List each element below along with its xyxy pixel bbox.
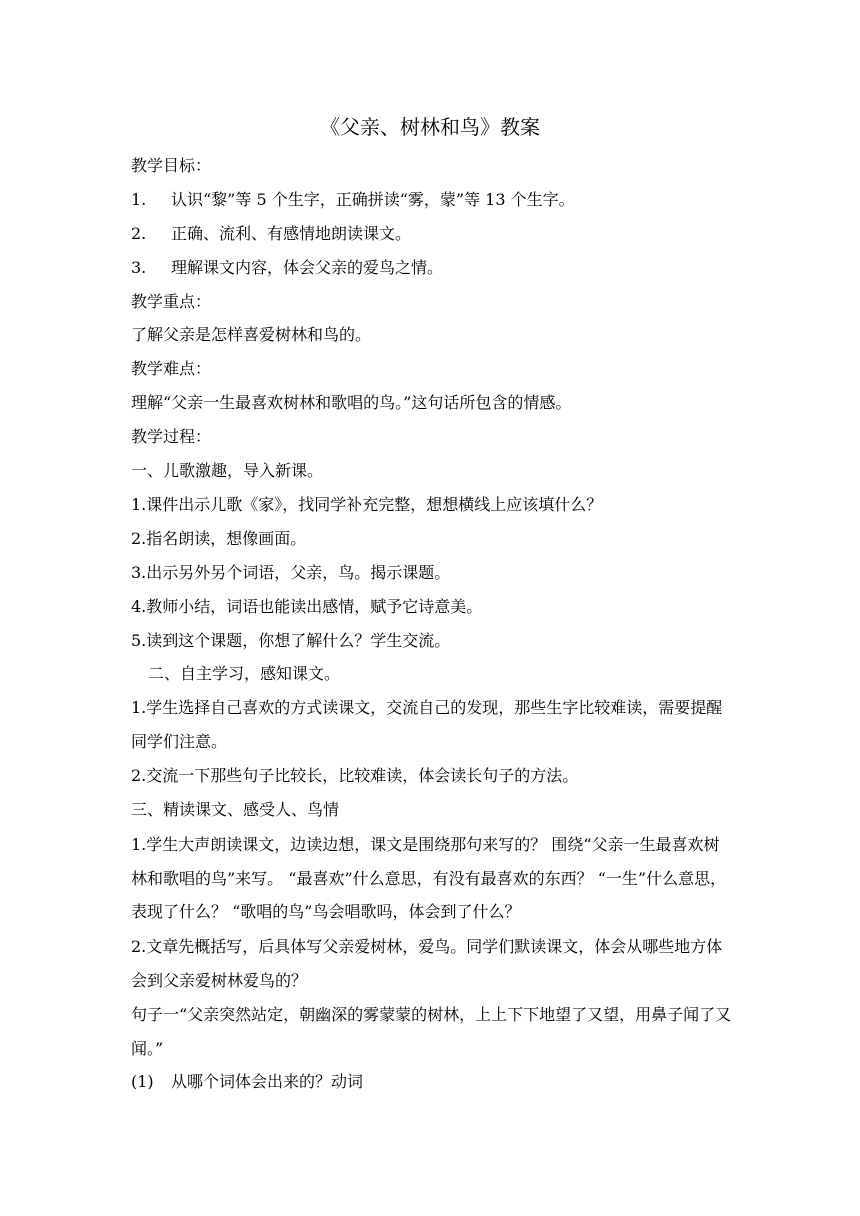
part1-item-5: 5.读到这个课题，你想了解什么？学生交流。 <box>131 631 451 650</box>
objectives-heading: 教学目标： <box>131 156 212 175</box>
part1-item-3: 3.出示另外另个词语，父亲，鸟。揭示课题。 <box>131 563 451 582</box>
process-heading: 教学过程： <box>131 427 212 446</box>
difficulty-text: 理解“父亲一生最喜欢树林和歌唱的鸟。”这句话所包含的情感。 <box>131 393 572 412</box>
part3-heading: 三、精读课文、感受人、鸟情 <box>131 800 340 819</box>
part3-item-1: 1.学生大声朗读课文，边读边想，课文是围绕那句来写的？ 围绕“父亲一生最喜欢树林和歌唱的鸟”来写。 “最喜欢”什么意思，有没有最喜欢的东西？ “一生”什么意思，表现了什么？ “歌唱的鸟”鸟会唱歌吗，体会到了什么？ <box>131 835 727 922</box>
objective-number: 2. <box>131 224 147 243</box>
part3-question-1 <box>131 1070 733 1094</box>
key-points-heading: 教学重点： <box>131 292 212 311</box>
part2-item-1: 1.学生选择自己喜欢的方式读课文，交流自己的发现，那些生字比较难读，需要提醒同学们注意。 <box>131 698 723 751</box>
part3-item-2: 2.文章先概括写，后具体写父亲爱树林，爱鸟。同学们默读课文，体会从哪些地方体会到父亲爱树林爱鸟的？ <box>131 937 723 990</box>
objective-text: 认识“黎”等 5 个生字，正确拼读“雾，蒙”等 13 个生字。 <box>171 190 575 209</box>
objective-text: 理解课文内容，体会父亲的爱鸟之情。 <box>171 258 444 277</box>
objective-number: 1. <box>131 190 147 209</box>
part2-heading: 二、自主学习，感知课文。 <box>148 664 341 683</box>
document-title: 《父亲、树林和鸟》教案 <box>320 115 540 139</box>
objective-number: 3. <box>131 258 147 277</box>
objective-item-2 <box>131 222 733 246</box>
part1-item-4: 4.教师小结，词语也能读出感情，赋予它诗意美。 <box>131 597 483 616</box>
part1-item-2: 2.指名朗读，想像画面。 <box>131 529 307 548</box>
key-points-text: 了解父亲是怎样喜爱树林和鸟的。 <box>131 325 372 344</box>
objective-item-3 <box>131 256 733 280</box>
part1-item-1: 1.课件出示儿歌《家》，找同学补充完整，想想横线上应该填什么？ <box>131 495 603 514</box>
question-number: (1) <box>131 1072 154 1091</box>
part3-sentence-1: 句子一“父亲突然站定，朝幽深的雾蒙蒙的树林，上上下下地望了又望，用鼻子闻了又闻。” <box>131 1005 732 1058</box>
objective-text: 正确、流利、有感情地朗读课文。 <box>171 224 412 243</box>
objective-item-1 <box>131 188 733 212</box>
difficulty-heading: 教学难点： <box>131 359 212 378</box>
part1-heading: 一、儿歌激趣，导入新课。 <box>131 461 324 480</box>
question-text: 从哪个词体会出来的？动词 <box>171 1072 364 1091</box>
part2-item-2: 2.交流一下那些句子比较长，比较难读，体会读长句子的方法。 <box>131 766 579 785</box>
